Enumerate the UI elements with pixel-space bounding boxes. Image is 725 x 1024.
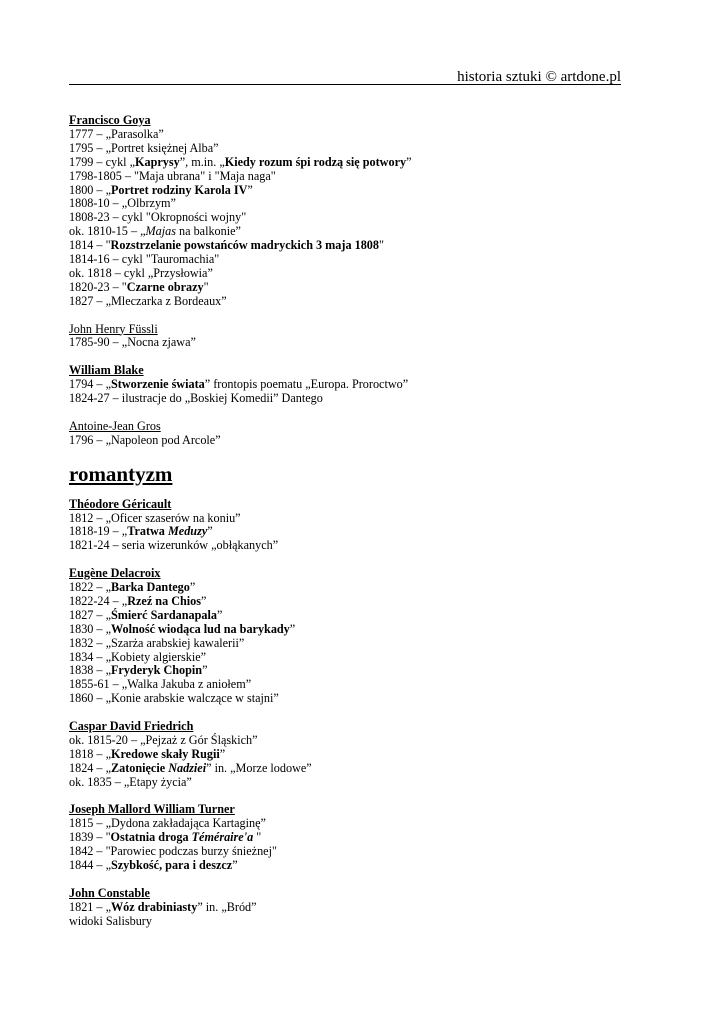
entry-text: " — [253, 830, 262, 845]
artwork-entry — [69, 281, 629, 295]
artist-name: John Constable — [69, 885, 150, 900]
entry-text: 1812 – „Oficer szaserów na koniu” — [69, 510, 241, 525]
artwork-entry — [69, 915, 629, 929]
artwork-entry — [69, 748, 629, 762]
entry-text: ok. 1815-20 – „Pejzaż z Gór Śląskich” — [69, 732, 258, 747]
artwork-entry — [69, 392, 629, 406]
entry-text: 1844 – „ — [69, 858, 111, 873]
artwork-entry — [69, 901, 629, 915]
artwork-entry — [69, 539, 629, 553]
entry-text: 1821-24 – seria wizerunków „obłąkanych” — [69, 538, 279, 553]
artwork-entry — [69, 142, 629, 156]
entry-text: 1822-24 – „ — [69, 593, 128, 608]
entry-text: ” — [406, 154, 412, 169]
artwork-title: Téméraire'a — [191, 830, 254, 845]
artwork-entry — [69, 692, 629, 706]
artwork-entry — [69, 239, 629, 253]
artwork-title: Kiedy rozum śpi rodzą się potwory — [224, 154, 407, 169]
artwork-title: Fryderyk Chopin — [110, 663, 203, 678]
artwork-title: Szybkość, para i deszcz — [110, 858, 233, 873]
entry-text: ” in. „Bród” — [197, 899, 257, 914]
entry-text: 1839 – " — [69, 830, 111, 845]
artwork-entry — [69, 678, 629, 692]
artwork-entry — [69, 197, 629, 211]
entry-text: 1796 – „Napoleon pod Arcole” — [69, 432, 221, 447]
entry-text: 1830 – „ — [69, 621, 111, 636]
entry-text: 1855-61 – „Walka Jakuba z aniołem” — [69, 677, 252, 692]
artist-block — [69, 114, 629, 309]
artist-block — [69, 364, 629, 406]
entry-text: 1785-90 – „Nocna zjawa” — [69, 335, 196, 350]
artwork-entry — [69, 664, 629, 678]
artwork-title: Nadziei — [168, 760, 207, 775]
entry-text: 1794 – „ — [69, 377, 111, 392]
entry-text: ” — [189, 580, 196, 595]
entry-text: ok. 1810-15 – „ — [69, 224, 146, 239]
artwork-title: Meduzy — [167, 524, 208, 539]
artwork-entry — [69, 253, 629, 267]
artist-name: Joseph Mallord William Turner — [69, 802, 235, 817]
artist-block — [69, 803, 629, 873]
artwork-title: Rozstrzelanie powstańców madryckich 3 maja 1808 — [110, 238, 379, 253]
entry-text: ” — [219, 746, 226, 761]
artist-name: William Blake — [69, 363, 144, 378]
entry-text: 1820-23 – " — [69, 279, 127, 294]
artist-block — [69, 567, 629, 706]
artist-name: Francisco Goya — [69, 113, 151, 127]
artwork-entry — [69, 831, 629, 845]
artist-list-before — [69, 114, 629, 448]
artist-name: Caspar David Friedrich — [69, 719, 194, 734]
artwork-entry — [69, 378, 629, 392]
entry-text: ” in. „Morze lodowe” — [206, 760, 312, 775]
artwork-entry — [69, 225, 629, 239]
entry-text: 1799 – cykl „ — [69, 154, 136, 169]
entry-text: ” — [247, 182, 253, 197]
entry-text: na balkonie” — [175, 224, 241, 239]
entry-text: 1824 – „ — [69, 760, 111, 775]
artist-name: John Henry Füssli — [69, 321, 158, 336]
artwork-entry — [69, 128, 629, 142]
artwork-entry — [69, 156, 629, 170]
entry-text: 1808-10 – „Olbrzym” — [69, 196, 176, 211]
entry-text: ok. 1835 – „Etapy życia” — [69, 774, 192, 789]
artwork-entry — [69, 817, 629, 831]
artwork-entry — [69, 776, 629, 790]
artwork-entry — [69, 637, 629, 651]
entry-text: 1827 – „Mleczarka z Bordeaux” — [69, 293, 227, 308]
artwork-entry — [69, 581, 629, 595]
artwork-title: Wolność wiodąca lud na barykady — [110, 621, 290, 636]
artwork-entry — [69, 336, 629, 350]
entry-text: 1777 – „Parasolka” — [69, 126, 164, 141]
artwork-entry — [69, 184, 629, 198]
section-title: romantyzm — [69, 461, 173, 486]
entry-text: ” frontopis poematu „Europa. Proroctwo” — [204, 377, 409, 392]
artwork-title: Barka Dantego — [110, 580, 190, 595]
artwork-entry — [69, 525, 629, 539]
entry-text: 1827 – „ — [69, 607, 111, 622]
artist-block — [69, 323, 629, 351]
entry-text: " — [378, 238, 384, 253]
page-header: historia sztuki © artdone.pl — [457, 69, 621, 85]
artwork-title: Kaprysy — [135, 154, 180, 169]
entry-text: 1814 – " — [69, 238, 111, 253]
artwork-title: Kredowe skały Rugii — [110, 746, 220, 761]
entry-text: Majas — [145, 224, 176, 239]
entry-text: ” — [232, 858, 238, 873]
entry-text: ” — [216, 607, 223, 622]
entry-text: 1842 – "Parowiec podczas burzy śnieżnej" — [69, 844, 277, 859]
artwork-title: Stworzenie świata — [110, 377, 205, 392]
artwork-entry — [69, 762, 629, 776]
artwork-entry — [69, 845, 629, 859]
entry-text: 1832 – „Szarża arabskiej kawalerii” — [69, 635, 245, 650]
entry-text: ”, m.in. „ — [179, 154, 225, 169]
artwork-entry — [69, 859, 629, 873]
artist-list-after — [69, 498, 629, 929]
entry-text: ok. 1818 – cykl „Przysłowia” — [69, 265, 213, 280]
artwork-entry — [69, 267, 629, 281]
artist-name: Eugène Delacroix — [69, 566, 161, 581]
entry-text: 1818 – „ — [69, 746, 111, 761]
artist-block — [69, 887, 629, 929]
artwork-title: Rzeź na Chios — [127, 593, 202, 608]
artwork-entry — [69, 623, 629, 637]
artwork-entry — [69, 651, 629, 665]
artwork-title: Portret rodziny Karola IV — [110, 182, 248, 197]
entry-text: ” — [202, 663, 208, 678]
artwork-title: Ostatnia droga — [110, 830, 192, 845]
document-body — [69, 114, 629, 943]
entry-text: widoki Salisbury — [69, 913, 152, 928]
artwork-title: Wóz drabiniasty — [110, 899, 198, 914]
entry-text: 1815 – „Dydona zakładająca Kartaginę” — [69, 816, 266, 831]
artwork-entry — [69, 512, 629, 526]
entry-text: 1838 – „ — [69, 663, 111, 678]
artwork-entry — [69, 170, 629, 184]
artwork-entry — [69, 609, 629, 623]
artist-name: Théodore Géricault — [69, 496, 172, 511]
artwork-title: Tratwa — [127, 524, 168, 539]
entry-text: 1798-1805 – "Maja ubrana" i "Maja naga" — [69, 168, 276, 183]
entry-text: ” — [289, 621, 296, 636]
artwork-entry — [69, 434, 629, 448]
artist-block — [69, 420, 629, 448]
entry-text: " — [203, 279, 209, 294]
entry-text: 1795 – „Portret księżnej Alba” — [69, 140, 219, 155]
artist-block — [69, 498, 629, 554]
header-rule — [69, 84, 621, 85]
artwork-entry — [69, 211, 629, 225]
artwork-entry — [69, 595, 629, 609]
entry-text: 1834 – „Kobiety algierskie” — [69, 649, 207, 664]
artwork-title: Czarne obrazy — [126, 279, 204, 294]
entry-text: 1814-16 – cykl "Tauromachia" — [69, 252, 220, 267]
artist-name: Antoine-Jean Gros — [69, 418, 161, 433]
entry-text: ” — [207, 524, 213, 539]
entry-text: 1821 – „ — [69, 899, 111, 914]
entry-text: 1822 – „ — [69, 580, 111, 595]
entry-text: 1824-27 – ilustracje do „Boskiej Komedii” Dantego — [69, 391, 323, 406]
entry-text: 1808-23 – cykl "Okropności wojny" — [69, 210, 247, 225]
artist-block — [69, 720, 629, 790]
artwork-title: Zatonięcie — [110, 760, 169, 775]
artwork-entry — [69, 295, 629, 309]
entry-text: 1818-19 – „ — [69, 524, 128, 539]
artwork-title: Śmierć Sardanapala — [110, 607, 217, 622]
entry-text: 1800 – „ — [69, 182, 111, 197]
artwork-entry — [69, 734, 629, 748]
entry-text: 1860 – „Konie arabskie walczące w stajni” — [69, 691, 279, 706]
entry-text: ” — [201, 593, 207, 608]
